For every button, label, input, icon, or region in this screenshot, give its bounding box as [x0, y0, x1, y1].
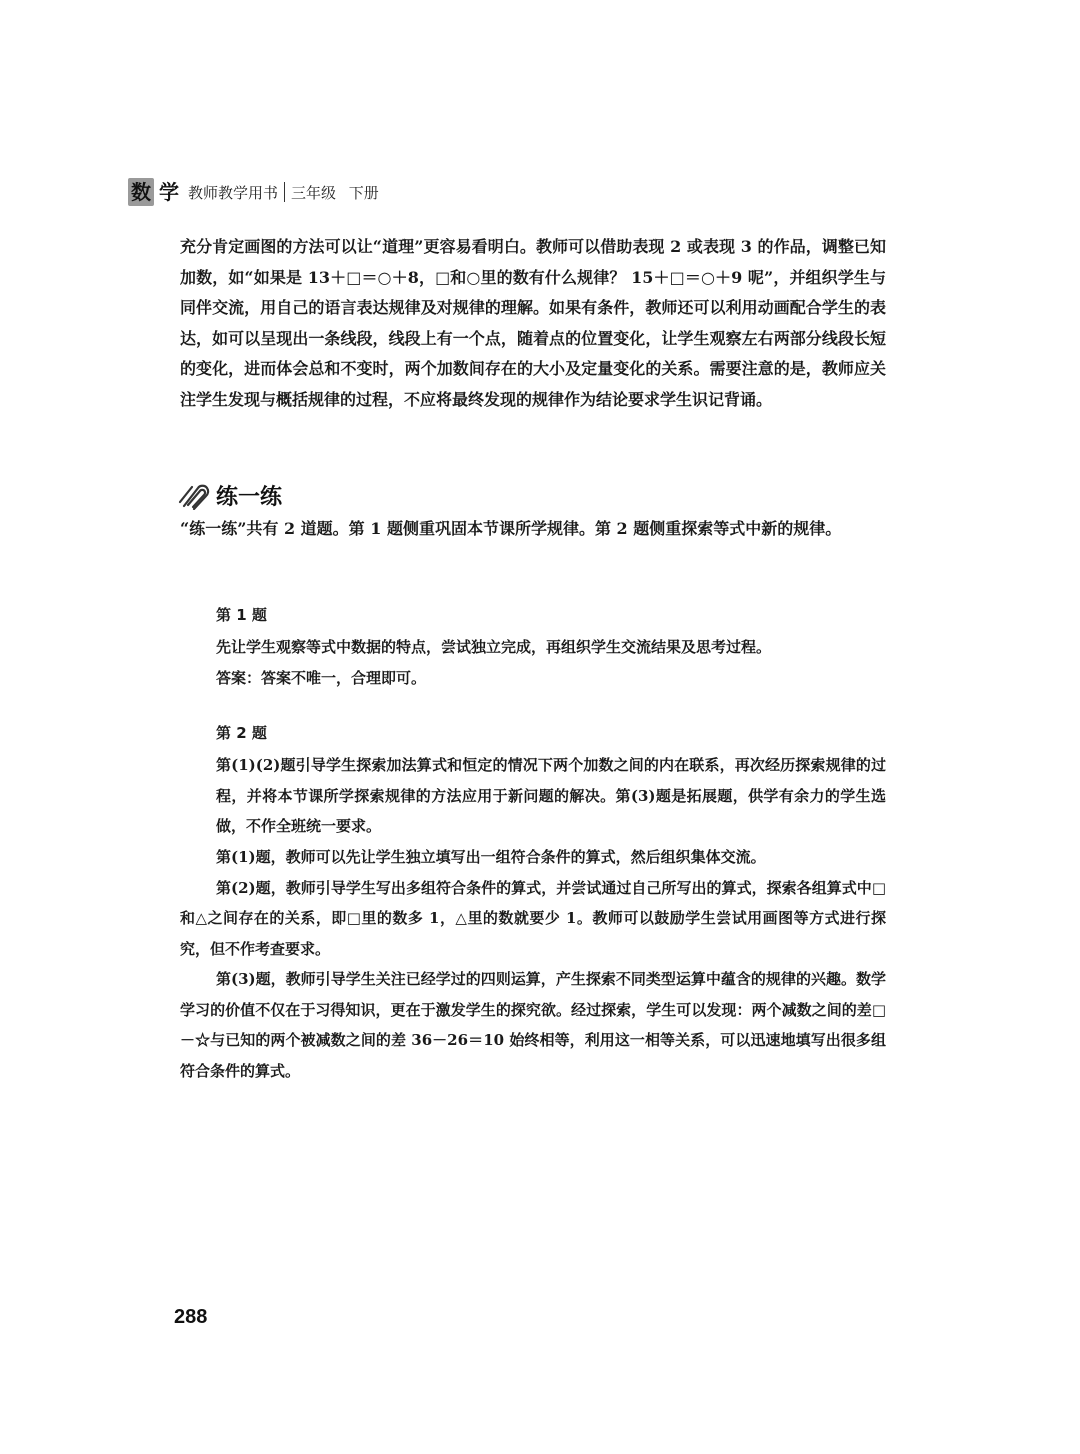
question1-body	[216, 632, 886, 693]
question2-para1: 第(1)(2)题引导学生探索加法算式和恒定的情况下两个加数之间的内在联系，再次经历探索规律的过程，并将本节课所学探索规律的方法应用于新问题的解决。第(3)题是拓展题，供学有余力的学生选做，不作全班统一要求。	[216, 756, 886, 835]
question2-body	[216, 750, 886, 842]
book-title: 教师教学用书	[188, 183, 279, 202]
question1-line1: 先让学生观察等式中数据的特点，尝试独立完成，再组织学生交流结果及思考过程。	[216, 638, 772, 656]
question2-title: 第 2 题	[216, 724, 267, 742]
page-number: 288	[174, 1306, 208, 1328]
subject-char-2: 学	[159, 180, 179, 204]
practice-title: 练一练	[216, 485, 283, 510]
grade-label: 三年级 下册	[291, 183, 379, 202]
subject-badge	[128, 178, 182, 206]
practice-intro: “练一练”共有 2 道题。第 1 题侧重巩固本节课所学规律。第 2 题侧重探索等式中新的规律。	[180, 519, 842, 538]
intro-paragraph: 充分肯定画图的方法可以让“道理”更容易看明白。教师可以借助表现 2 或表现 3 的作品，调整已知加数，如“如果是 13＋□＝○＋8，□和○里的数有什么规律？ 15＋□＝○＋9 呢”，并组织学生与同伴交流，用自己的语言表达规律及对规律的理解。如果有条件，教师还可以利用动画配合学生的表达，如可以呈现出一条线段，线段上有一个点，随着点的位置变化，让学生观察左右两部分线段长短的变化，进而体会总和不变时，两个加数间存在的大小及定量变化的关系。需要注意的是，教师应关注学生发现与概括规律的过程，不应将最终发现的规律作为结论要求学生识记背诵。	[180, 237, 886, 409]
practice-heading	[178, 480, 282, 511]
subject-char-1: 数	[128, 178, 154, 206]
question1-answer: 答案：答案不唯一，合理即可。	[216, 668, 427, 687]
question2-para3: 第(2)题，教师引导学生写出多组符合条件的算式，并尝试通过自己所写出的算式，探索各组算式中□和△之间存在的关系，即□里的数多 1，△里的数就要少 1。教师可以鼓励学生尝试用画图等方式进行探究，但不作考查要求。	[180, 878, 886, 958]
question2-para2-block	[180, 842, 886, 1086]
header-divider	[284, 182, 285, 202]
paperclip-icon	[178, 482, 212, 510]
question2-para4: 第(3)题，教师引导学生关注已经学过的四则运算，产生探索不同类型运算中蕴含的规律的兴趣。数学学习的价值不仅在于习得知识，更在于激发学生的探究欲。经过探索，学生可以发现：两个减数之间的差□－☆与已知的两个被减数之间的差 36－26＝10 始终相等，利用这一相等关系，可以迅速地填写出很多组符合条件的算式。	[180, 970, 886, 1080]
question1-title: 第 1 题	[216, 606, 267, 624]
question2-para2: 第(1)题，教师可以先让学生独立填写出一组符合条件的算式，然后组织集体交流。	[216, 848, 766, 866]
running-header	[128, 174, 379, 210]
